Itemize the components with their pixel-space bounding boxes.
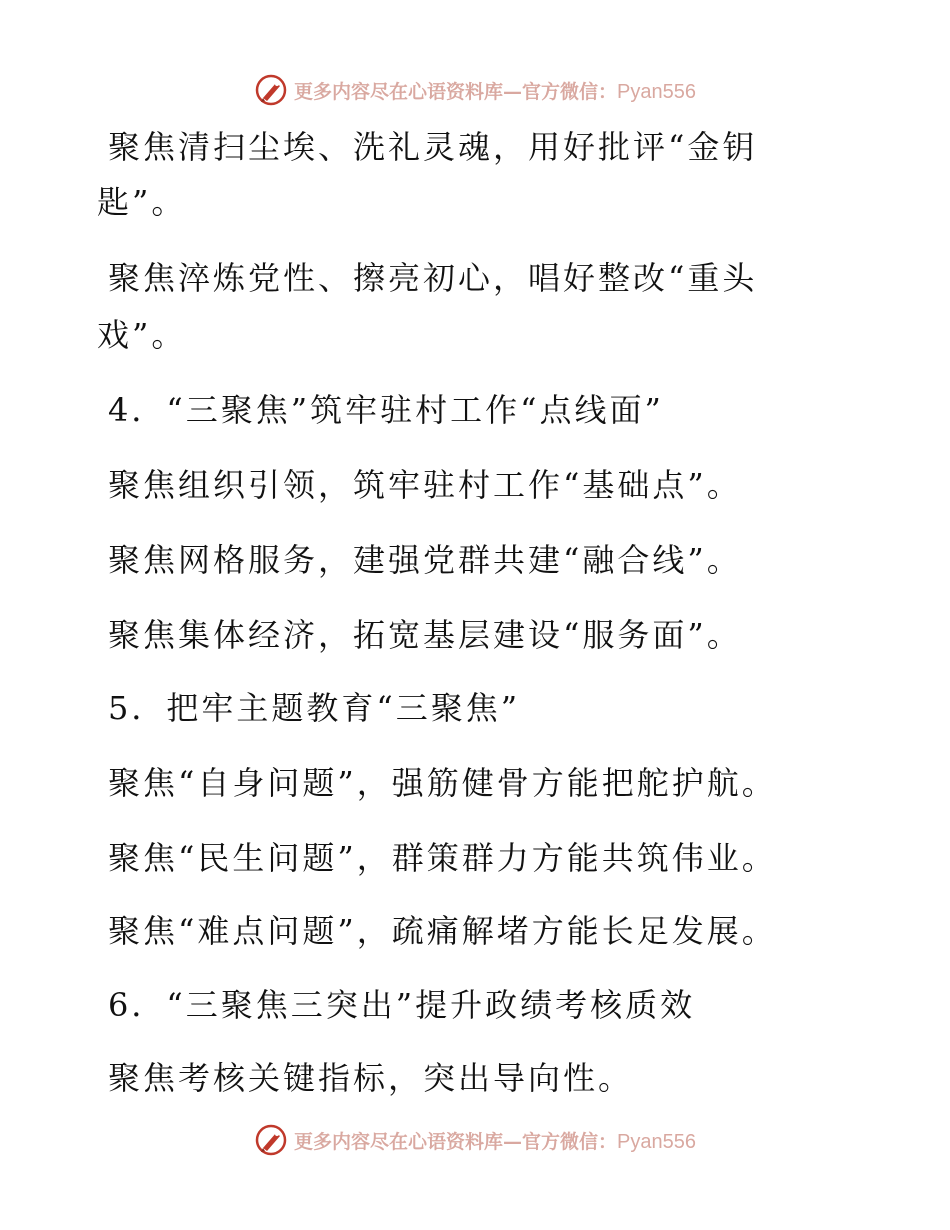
paragraph-line: 聚焦“民生问题”，群策群力方能共筑伟业。 [108,839,777,877]
header-watermark [0,70,950,110]
paragraph-line: 聚焦清扫尘埃、洗礼灵魂，用好批评“金钥 [108,128,758,166]
watermark-text: 更多内容尽在心语资料库—官方微信：Pyan556 [294,80,696,103]
paragraph-line: 聚焦“自身问题”，强筋健骨方能把舵护航。 [108,764,777,802]
paragraph-line: 聚焦集体经济，拓宽基层建设“服务面”。 [108,616,742,654]
paragraph-line: 4．“三聚焦”筑牢驻村工作“点线面” [108,391,664,429]
paragraph-line: 6．“三聚焦三突出”提升政绩考核质效 [108,986,696,1024]
paragraph-line: 聚焦网格服务，建强党群共建“融合线”。 [108,541,742,579]
paragraph-line-continuation: 戏”。 [97,316,187,354]
pen-logo-icon [254,1123,288,1157]
footer-watermark [0,1120,950,1160]
paragraph-line: 聚焦考核关键指标，突出导向性。 [108,1059,634,1097]
paragraph-line: 5．把牢主题教育“三聚焦” [108,689,521,727]
paragraph-line: 聚焦淬炼党性、擦亮初心，唱好整改“重头 [108,259,758,297]
paragraph-line-continuation: 匙”。 [97,183,187,221]
watermark-text: 更多内容尽在心语资料库—官方微信：Pyan556 [294,1130,696,1153]
pen-logo-icon [254,73,288,107]
paragraph-line: 聚焦“难点问题”，疏痛解堵方能长足发展。 [108,912,777,950]
paragraph-line: 聚焦组织引领，筑牢驻村工作“基础点”。 [108,466,742,504]
